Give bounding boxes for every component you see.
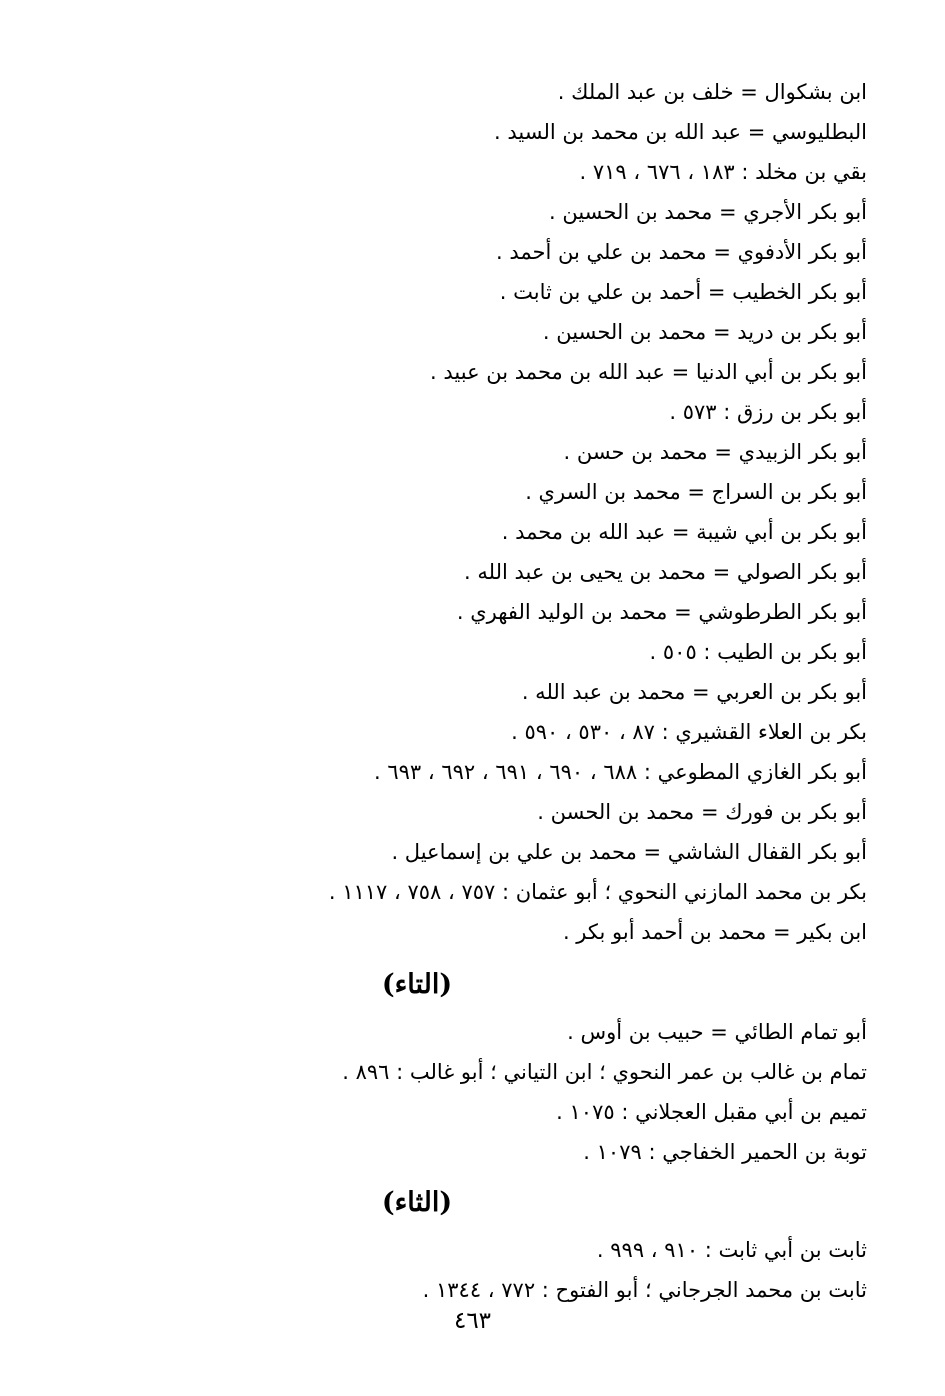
index-entry: أبو بكر بن العربي = محمد بن عبد الله . bbox=[521, 680, 867, 704]
index-entry: أبو بكر الصولي = محمد بن يحيى بن عبد الله . bbox=[464, 560, 867, 584]
index-entry: أبو بكر الزبيدي = محمد بن حسن . bbox=[563, 440, 867, 464]
index-entry: بكر بن العلاء القشيري : ٨٧ ، ٥٣٠ ، ٥٩٠ . bbox=[511, 720, 867, 744]
index-entry: أبو بكر بن أبي الدنيا = عبد الله بن محمد بن عبيد . bbox=[430, 360, 867, 384]
entries-section-ta bbox=[167, 1012, 867, 1172]
index-entry: أبو بكر الغازي المطوعي : ٦٨٨ ، ٦٩٠ ، ٦٩١ ، ٦٩٢ ، ٦٩٣ . bbox=[374, 760, 867, 784]
index-entry: أبو بكر بن السراج = محمد بن السري . bbox=[525, 480, 867, 504]
index-entry: أبو بكر الخطيب = أحمد بن علي بن ثابت . bbox=[499, 280, 867, 304]
index-entry: أبو بكر بن رزق : ٥٧٣ . bbox=[669, 400, 867, 424]
page-number: ٤٦٣ bbox=[453, 1308, 492, 1334]
index-entry: ثابت بن محمد الجرجاني ؛ أبو الفتوح : ٧٧٢ ، ١٣٤٤ . bbox=[422, 1278, 867, 1302]
index-entry: البطليوسي = عبد الله بن محمد بن السيد . bbox=[494, 120, 867, 144]
index-entry: تمام بن غالب بن عمر النحوي ؛ ابن التياني ؛ أبو غالب : ٨٩٦ . bbox=[342, 1060, 867, 1084]
index-entry: تميم بن أبي مقبل العجلاني : ١٠٧٥ . bbox=[556, 1100, 867, 1124]
index-entry: أبو بكر بن دريد = محمد بن الحسين . bbox=[542, 320, 867, 344]
index-entry: أبو بكر بن أبي شيبة = عبد الله بن محمد . bbox=[501, 520, 867, 544]
index-entry: أبو بكر الطرطوشي = محمد بن الوليد الفهري . bbox=[456, 600, 867, 624]
index-entry: ابن بكير = محمد بن أحمد أبو بكر . bbox=[562, 920, 867, 944]
index-entry: بقي بن مخلد : ١٨٣ ، ٦٧٦ ، ٧١٩ . bbox=[579, 160, 867, 184]
index-entry: بكر بن محمد المازني النحوي ؛ أبو عثمان : ٧٥٧ ، ٧٥٨ ، ١١١٧ . bbox=[328, 880, 867, 904]
index-entry: أبو تمام الطائي = حبيب بن أوس . bbox=[567, 1020, 867, 1044]
index-entry: ثابت بن أبي ثابت : ٩١٠ ، ٩٩٩ . bbox=[596, 1238, 867, 1262]
index-column bbox=[167, 72, 867, 1310]
index-entry: ابن بشكوال = خلف بن عبد الملك . bbox=[557, 80, 867, 104]
section-heading-ta: (التاء) bbox=[381, 969, 453, 1000]
index-entry: أبو بكر الأجري = محمد بن الحسين . bbox=[548, 200, 867, 224]
index-entry: أبو بكر بن الطيب : ٥٠٥ . bbox=[649, 640, 867, 664]
index-entry: توبة بن الحمير الخفاجي : ١٠٧٩ . bbox=[583, 1140, 867, 1164]
section-heading-tha: (الثاء) bbox=[381, 1187, 453, 1218]
index-entry: أبو بكر الأدفوي = محمد بن علي بن أحمد . bbox=[496, 240, 867, 264]
index-entry: أبو بكر بن فورك = محمد بن الحسن . bbox=[537, 800, 867, 824]
index-entry: أبو بكر القفال الشاشي = محمد بن علي بن إسماعيل . bbox=[391, 840, 867, 864]
entries-section-tha bbox=[167, 1230, 867, 1310]
entries-group-1 bbox=[167, 72, 867, 952]
